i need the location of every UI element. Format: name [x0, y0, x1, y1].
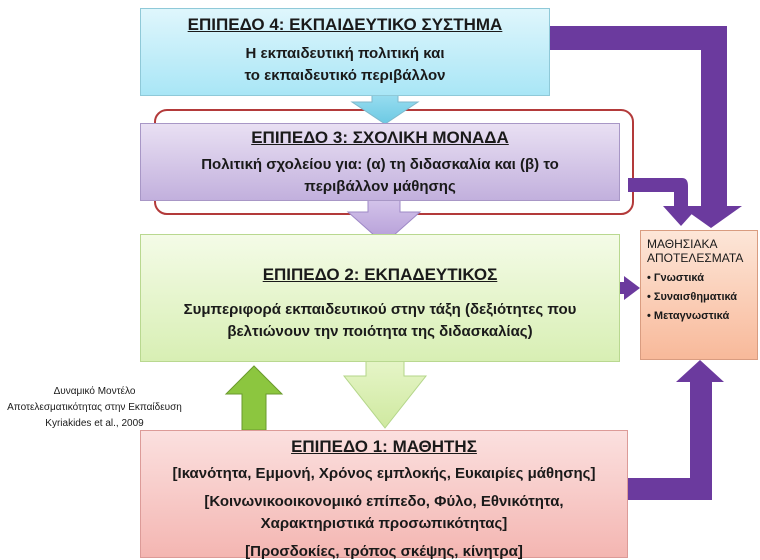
level4-line: το εκπαιδευτικό περιβάλλον	[244, 67, 446, 84]
caption-line: Δυναμικό Μοντέλο	[53, 386, 136, 397]
level1-title: ΕΠΙΠΕΔΟ 1: ΜΑΘΗΤΗΣ	[291, 437, 477, 456]
level3-line: περιβάλλον μάθησης	[304, 178, 456, 195]
level1-line: [Ικανότητα, Εμμονή, Χρόνος εμπλοκής, Ευκαιρίες μάθησης]	[172, 465, 596, 482]
level4-line: Η εκπαιδευτική πολιτική και	[245, 45, 445, 62]
level2-line: Συμπεριφορά εκπαιδευτικού στην τάξη (δεξιότητες που	[183, 301, 577, 318]
level2-line: βελτιώνουν την ποιότητα της διδασκαλίας)	[227, 323, 533, 340]
caption-line: Αποτελεσματικότητας στην Εκπαίδευση	[7, 402, 182, 413]
learning-outcomes-box	[640, 230, 758, 360]
level2-box	[140, 234, 620, 362]
arrow-level2-to-outcomes	[620, 276, 640, 300]
model-caption	[2, 384, 187, 432]
level4-title: ΕΠΙΠΕΔΟ 4: ΕΚΠΑΙΔΕΥΤΙΚΟ ΣΥΣΤΗΜΑ	[187, 15, 503, 34]
level1-box	[140, 430, 628, 558]
outcomes-title: ΜΑΘΗΣΙΑΚΑ	[647, 237, 718, 251]
arrow-level1-to-level2	[226, 366, 282, 430]
level3-box	[140, 123, 620, 201]
outcomes-title: ΑΠΟΤΕΛΕΣΜΑΤΑ	[647, 251, 744, 265]
outcome-item: • Συναισθηματικά	[647, 291, 738, 303]
level1-line: [Κοινωνικοοικονομικό επίπεδο, Φύλο, Εθνικότητα,	[204, 493, 564, 510]
level1-line: [Προσδοκίες, τρόπος σκέψης, κίνητρα]	[245, 543, 523, 560]
level2-title: ΕΠΙΠΕΔΟ 2: ΕΚΠΑΔΕΥΤΙΚΟΣ	[262, 265, 498, 284]
level1-line: Χαρακτηριστικά προσωπικότητας]	[260, 515, 508, 532]
arrow-level1-to-outcomes	[628, 360, 724, 500]
level4-box	[140, 8, 550, 96]
outcome-item: • Μεταγνωστικά	[647, 310, 730, 322]
caption-line: Kyriakides et al., 2009	[45, 418, 144, 429]
outcome-item: • Γνωστικά	[647, 272, 704, 284]
level3-line: Πολιτική σχολείου για: (α) τη διδασκαλία και (β) το	[201, 156, 559, 173]
arrow-level3-to-outcomes	[628, 178, 699, 226]
level3-title: ΕΠΙΠΕΔΟ 3: ΣΧΟΛΙΚΗ ΜΟΝΑΔΑ	[251, 128, 509, 147]
arrow-level2-to-level1	[344, 360, 426, 428]
